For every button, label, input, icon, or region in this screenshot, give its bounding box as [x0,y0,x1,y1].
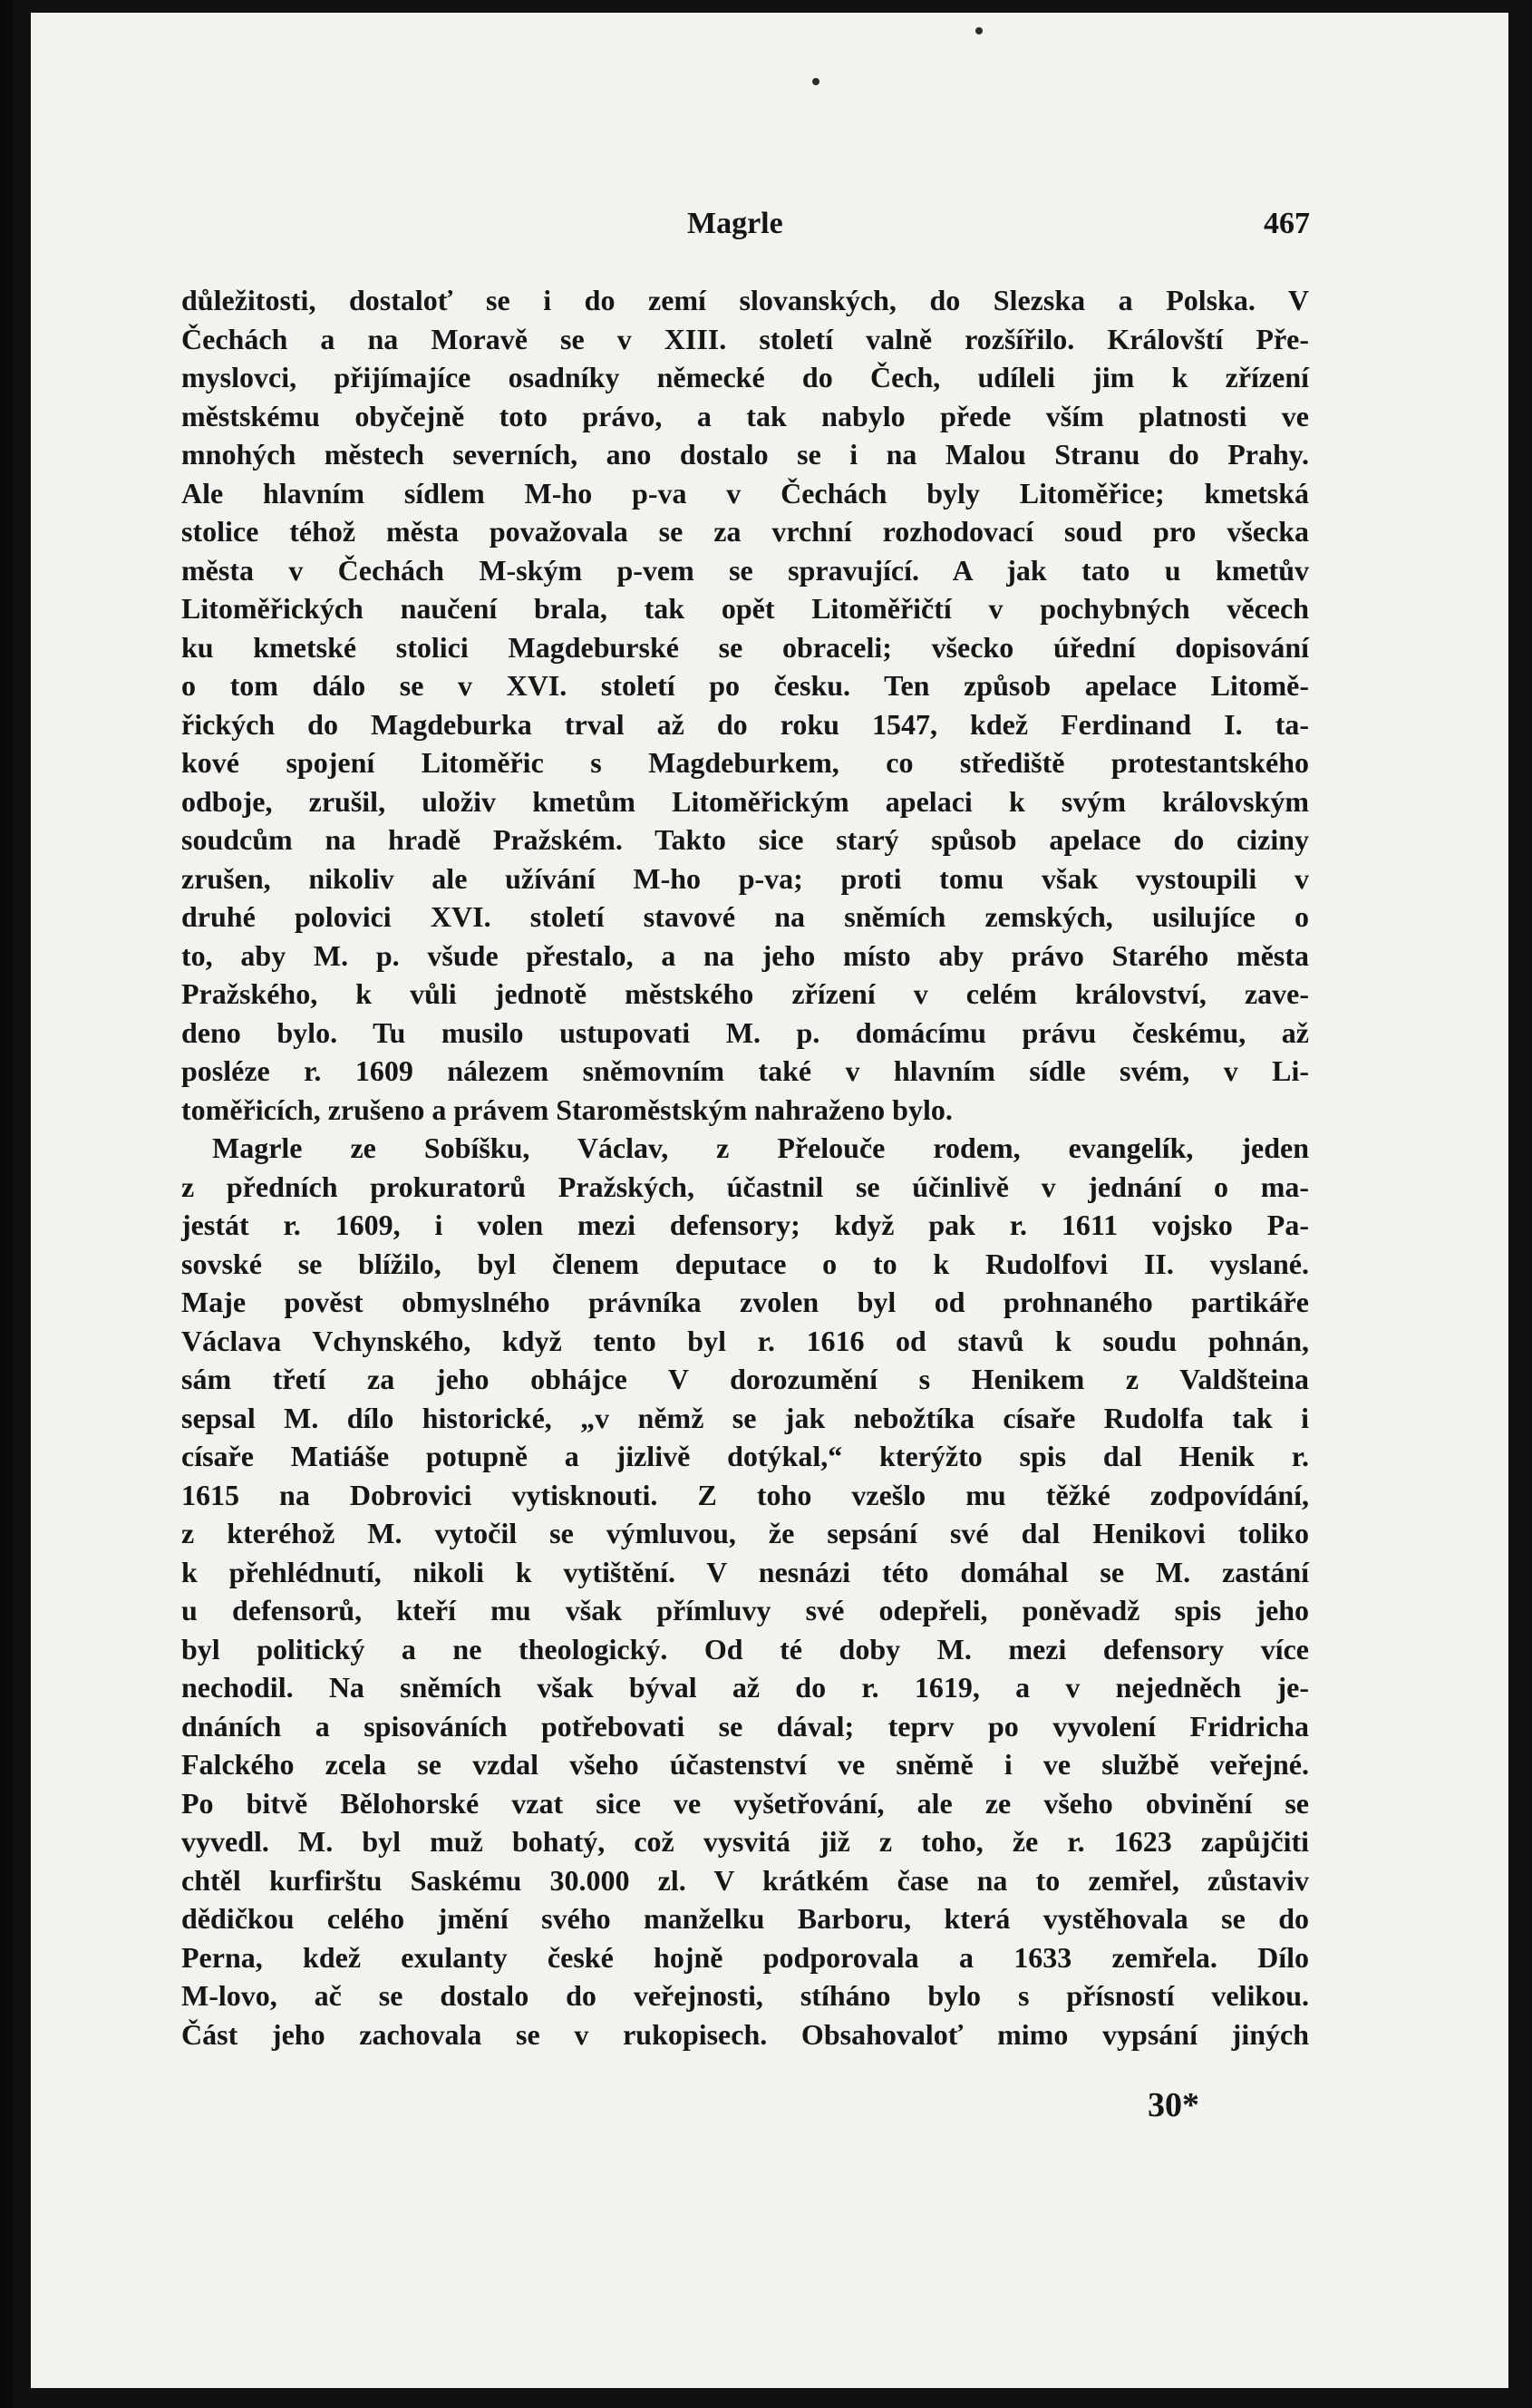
text-line: Pražského, k vůli jednotě městského zřízení v celém království, zave- [181,977,1309,1010]
text-line: kové spojení Litoměřic s Magdeburkem, co střediště protestantského [181,746,1309,779]
text-line: stolice téhož města považovala se za vrchní rozhodovací soud pro všecka [181,515,1309,548]
speck-mark [975,27,983,34]
book-spine-shadow [0,0,13,2408]
text-line: myslovci, přijímajíce osadníky německé do Čech, udíleli jim k zřízení [181,361,1309,393]
text-line: M-lovo, ač se dostalo do veřejnosti, stíháno bylo s přísností velikou. [181,1979,1309,2012]
text-line: druhé polovici XVI. století stavové na sněmích zemských, usilujíce o [181,900,1309,933]
text-line: Litoměřických naučení brala, tak opět Litoměřičtí v pochybných věcech [181,592,1309,625]
text-line: Perna, kdež exulanty české hojně podporovala a 1633 zemřela. Dílo [181,1940,1309,1974]
text-line: deno bylo. Tu musilo ustupovati M. p. domácímu právu českému, až [181,1015,1309,1049]
text-line: Po bitvě Bělohorské vzat sice ve vyšetřování, ale ze všeho obvinění se [181,1786,1309,1820]
text-line: Falckého zcela se vzdal všeho účastenství ve sněmě i ve službě veřejné. [181,1748,1309,1781]
text-line: k přehlédnutí, nikoli k vytištění. V nesnázi této domáhal se M. zastání [181,1555,1309,1588]
book-page [31,13,1508,2388]
text-line: vyvedl. M. byl muž bohatý, což vysvitá již z toho, že r. 1623 zapůjčiti [181,1825,1309,1858]
text-line: byl politický a ne theologický. Od té doby M. mezi defensory více [181,1632,1309,1665]
text-line: císaře Matiáše potupně a jizlivě dotýkal,“ kterýžto spis dal Henik r. [181,1440,1309,1472]
text-line: toměřicích, zrušeno a právem Staroměstským nahraženo bylo. [181,1092,953,1126]
text-line: z kteréhož M. vytočil se výmluvou, že sepsání své dal Henikovi toliko [181,1517,1309,1549]
text-line: jestát r. 1609, i volen mezi defensory; když pak r. 1611 vojsko Pa- [181,1209,1309,1241]
text-line: sepsal M. dílo historické, „v němž se jak nebožtíka císaře Rudolfa tak i [181,1401,1309,1434]
text-line: důležitosti, dostaloť se i do zemí slovanských, do Slezska a Polska. V [181,284,1309,316]
text-line: města v Čechách M-ským p-vem se spravující. A jak tato u kmetův [181,553,1309,587]
text-line: ku kmetské stolici Magdeburské se obraceli; všecko úřední dopisování [181,630,1309,664]
text-line: soudcům na hradě Pražském. Takto sice starý spůsob apelace do ciziny [181,823,1309,856]
text-line: sám třetí za jeho obhájce V dorozumění s Henikem z Valdšteina [181,1363,1309,1395]
speck-mark [812,78,819,85]
text-line: z předních prokuratorů Pražských, účastnil se účinlivě v jednání o ma- [181,1170,1309,1203]
text-line: odboje, zrušil, uloživ kmetům Litoměřickým apelaci k svým královským [181,784,1309,818]
text-line: Část jeho zachovala se v rukopisech. Obsahovaloť mimo vypsání jiných [181,2017,1309,2051]
text-line: Václava Vchynského, když tento byl r. 1616 od stavů k soudu pohnán, [181,1324,1309,1357]
text-line: posléze r. 1609 nálezem sněmovním také v hlavním sídle svém, v Li- [181,1054,1309,1087]
page-number: 467 [1264,207,1310,240]
text-line: Magrle ze Sobíšku, Václav, z Přelouče rodem, evangelík, jeden [212,1131,1309,1164]
text-line: 1615 na Dobrovici vytisknouti. Z toho vzešlo mu těžké zodpovídání, [181,1478,1309,1511]
text-line: dnáních a spisováních potřebovati se dával; teprv po vyvolení Fridricha [181,1709,1309,1743]
text-line: chtěl kurfirštu Saskému 30.000 zl. V krátkém čase na to zemřel, zůstaviv [181,1863,1309,1897]
text-line: Maje pověst obmyslného právníka zvolen byl od prohnaného partikáře [181,1286,1309,1318]
running-head-title: Magrle [687,207,783,240]
text-line: městskému obyčejně toto právo, a tak nabylo přede vším platnosti ve [181,399,1309,432]
text-line: zrušen, nikoliv ale užívání M-ho p-va; proti tomu však vystoupili v [181,861,1309,895]
paragraph [181,1129,1309,2054]
text-line: o tom dálo se v XVI. století po česku. Ten způsob apelace Litomě- [181,669,1309,702]
signature-mark: 30* [1148,2086,1199,2124]
text-line: řických do Magdeburka trval až do roku 1547, kdež Ferdinand I. ta- [181,707,1309,741]
text-line: mnohých městech severních, ano dostalo se i na Malou Stranu do Prahy. [181,438,1309,471]
body-text [181,281,1309,2054]
text-line: u defensorů, kteří mu však přímluvy své odepřeli, poněvadž spis jeho [181,1594,1309,1626]
text-line: Ale hlavním sídlem M-ho p-va v Čechách byly Litoměřice; kmetská [181,476,1309,510]
text-line: to, aby M. p. všude přestalo, a na jeho místo aby právo Starého města [181,938,1309,972]
text-line: nechodil. Na sněmích však býval až do r. 1619, a v nejedněch je- [181,1671,1309,1704]
running-header [31,207,1508,250]
text-line: Čechách a na Moravě se v XIII. století valně rozšířilo. Královští Pře- [181,322,1309,355]
paragraph [181,281,1309,1129]
text-line: sovské se blížilo, byl členem deputace o to k Rudolfovi II. vyslané. [181,1247,1309,1280]
text-line: dědičkou celého jmění svého manželku Barboru, která vystěhovala se do [181,1902,1309,1935]
